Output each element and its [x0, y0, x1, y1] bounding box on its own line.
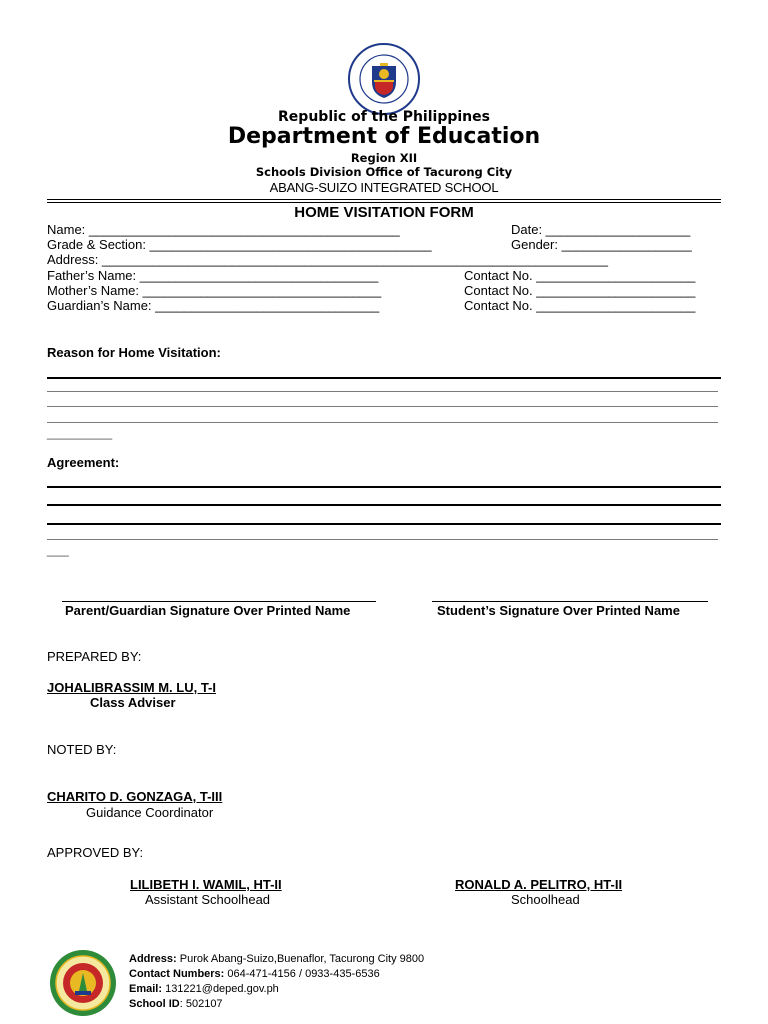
- school-heading: ABANG-SUIZO INTEGRATED SCHOOL: [269, 180, 499, 195]
- agreement-line-3[interactable]: [47, 523, 721, 525]
- mother-contact-field[interactable]: Contact No. ______________________: [464, 283, 696, 298]
- noted-by-title: Guidance Coordinator: [86, 805, 214, 820]
- school-seal: [49, 949, 117, 1017]
- agreement-label: Agreement:: [47, 455, 120, 470]
- parent-signature-line[interactable]: [62, 601, 376, 602]
- republic-heading: Republic of the Philippines: [278, 109, 490, 125]
- reason-line-4[interactable]: [47, 422, 718, 423]
- approved-by-left-title: Assistant Schoolhead: [145, 892, 271, 907]
- footer-school-id: School ID: 502107: [129, 998, 223, 1010]
- noted-by-name: CHARITO D. GONZAGA, T-III: [47, 789, 223, 804]
- deped-seal-icon: [347, 42, 421, 116]
- prepared-by-title: Class Adviser: [90, 695, 176, 710]
- footer-address: Address: Purok Abang-Suizo,Buenaflor, Tacurong City 9800: [129, 953, 425, 965]
- reason-line-2[interactable]: [47, 391, 718, 392]
- approved-by-left-name: LILIBETH I. WAMIL, HT-II: [130, 877, 282, 892]
- parent-signature-label: Parent/Guardian Signature Over Printed Name: [65, 603, 351, 618]
- footer-email: Email: 131221@deped.gov.ph: [129, 983, 279, 995]
- father-contact-field[interactable]: Contact No. ______________________: [464, 268, 696, 283]
- approved-by-right-title: Schoolhead: [511, 892, 580, 907]
- approved-by-right-name: RONALD A. PELITRO, HT-II: [455, 877, 623, 892]
- student-signature-label: Student’s Signature Over Printed Name: [437, 603, 680, 618]
- department-heading: Department of Education: [227, 124, 541, 149]
- name-field[interactable]: Name: ___________________________________________: [47, 222, 400, 237]
- noted-by-label: NOTED BY:: [47, 742, 117, 757]
- guardian-contact-field[interactable]: Contact No. ______________________: [464, 298, 696, 313]
- reason-line-1[interactable]: [47, 377, 721, 379]
- form-title: HOME VISITATION FORM: [294, 204, 474, 221]
- gender-field[interactable]: Gender: __________________: [511, 237, 692, 252]
- header-divider-bottom: [47, 202, 721, 203]
- reason-line-3[interactable]: [47, 406, 718, 407]
- student-signature-line[interactable]: [432, 601, 708, 602]
- grade-section-field[interactable]: Grade & Section: _______________________________________: [47, 237, 432, 252]
- approved-by-label: APPROVED BY:: [47, 845, 144, 860]
- reason-line-tail[interactable]: _________: [47, 425, 113, 440]
- prepared-by-label: PREPARED BY:: [47, 649, 142, 664]
- agreement-line-2[interactable]: [47, 504, 721, 506]
- deped-seal: [347, 42, 421, 116]
- reason-label: Reason for Home Visitation:: [47, 345, 221, 360]
- agreement-line-4[interactable]: [47, 539, 718, 540]
- agreement-line-tail[interactable]: ___: [47, 542, 69, 557]
- date-field[interactable]: Date: ____________________: [511, 222, 691, 237]
- division-heading: Schools Division Office of Tacurong City: [255, 165, 513, 179]
- mother-name-field[interactable]: Mother’s Name: _________________________________: [47, 283, 382, 298]
- school-seal-icon: [49, 949, 117, 1017]
- agreement-line-1[interactable]: [47, 486, 721, 488]
- address-field[interactable]: Address: ______________________________________________________________________: [47, 252, 609, 267]
- guardian-name-field[interactable]: Guardian’s Name: _______________________________: [47, 298, 380, 313]
- region-heading: Region XII: [350, 151, 418, 165]
- prepared-by-name: JOHALIBRASSIM M. LU, T-I: [47, 680, 216, 695]
- footer-contact: Contact Numbers: 064-471-4156 / 0933-435-6536: [129, 968, 380, 980]
- header-divider-top: [47, 199, 721, 200]
- father-name-field[interactable]: Father’s Name: _________________________________: [47, 268, 379, 283]
